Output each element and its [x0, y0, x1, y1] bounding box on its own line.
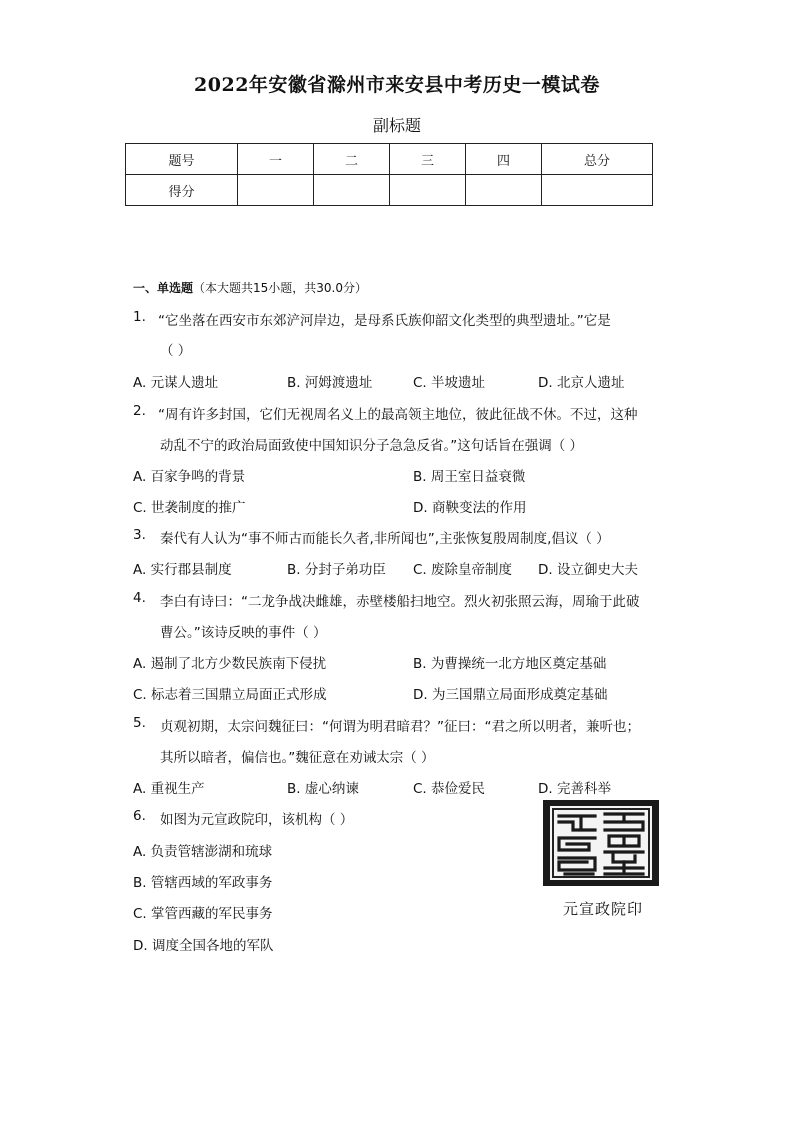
option-c: C. 恭俭爱民	[413, 781, 486, 797]
seal-caption: 元宣政院印	[562, 900, 643, 918]
option-a: A. 元谋人遗址	[133, 375, 219, 391]
question-text: “周有许多封国，它们无视周名义上的最高领主地位，彼此征战不休。不过，这种	[158, 407, 638, 423]
option-b: B. 分封子弟功臣	[287, 562, 386, 578]
option-c: C. 废除皇帝制度	[413, 562, 513, 578]
option-a: A. 实行郡县制度	[133, 562, 232, 578]
seal-image	[543, 800, 659, 886]
question-number: 5.	[133, 715, 146, 731]
question-number: 3.	[133, 527, 146, 543]
question-text: 李白有诗曰：“二龙争战决雌雄，赤壁楼船扫地空。烈火初张照云海，周瑜于此破	[160, 594, 640, 610]
question-text: （ ）	[160, 343, 192, 359]
option-c: C. 掌管西藏的军民事务	[133, 906, 273, 922]
score-cell	[238, 175, 314, 206]
option-b: B. 为曹操统一北方地区奠定基础	[413, 656, 607, 672]
option-d: D. 完善科举	[538, 781, 611, 797]
score-cell	[390, 175, 466, 206]
score-header-cell: 四	[466, 144, 542, 175]
score-header-cell: 题号	[126, 144, 238, 175]
option-b: B. 河姆渡遗址	[287, 375, 373, 391]
score-table-header-row	[126, 144, 653, 175]
section-detail: （本大题共15小题，共30.0分）	[193, 281, 368, 295]
option-d: D. 商鞅变法的作用	[413, 500, 527, 516]
option-a: A. 重视生产	[133, 781, 205, 797]
score-table	[125, 143, 653, 206]
seal-graphic	[543, 800, 659, 886]
option-d: D. 设立御史大夫	[538, 562, 638, 578]
option-b: B. 管辖西域的军政事务	[133, 875, 273, 891]
question-number: 2.	[133, 403, 146, 419]
option-b: B. 周王室日益衰微	[413, 469, 526, 485]
option-a: A. 负责管辖澎湖和琉球	[133, 844, 273, 860]
question-number: 1.	[133, 309, 146, 325]
question-text: 其所以暗者，偏信也。”魏征意在劝诫太宗（ ）	[160, 750, 435, 766]
score-table-score-row	[126, 175, 653, 206]
score-cell	[314, 175, 390, 206]
option-d: D. 调度全国各地的军队	[133, 938, 274, 954]
score-cell	[466, 175, 542, 206]
question-text: 如图为元宣政院印，该机构（ ）	[160, 812, 354, 828]
option-a: A. 百家争鸣的背景	[133, 469, 246, 485]
exam-subtitle: 副标题	[372, 116, 421, 135]
score-header-cell: 总分	[542, 144, 653, 175]
option-d: D. 北京人遗址	[538, 375, 625, 391]
score-header-cell: 二	[314, 144, 390, 175]
option-c: C. 世袭制度的推广	[133, 500, 246, 516]
option-c: C. 标志着三国鼎立局面正式形成	[133, 687, 327, 703]
score-row-label: 得分	[126, 175, 238, 206]
option-a: A. 遏制了北方少数民族南下侵扰	[133, 656, 327, 672]
score-header-cell: 一	[238, 144, 314, 175]
question-number: 6.	[133, 808, 146, 824]
question-text: 动乱不宁的政治局面致使中国知识分子急急反省。”这句话旨在强调（ ）	[160, 438, 584, 454]
option-d: D. 为三国鼎立局面形成奠定基础	[413, 687, 608, 703]
question-text: 曹公。”该诗反映的事件（ ）	[160, 625, 327, 641]
question-number: 4.	[133, 590, 146, 606]
section-heading	[133, 279, 367, 296]
question-text: 贞观初期，太宗问魏征曰：“何谓为明君暗君？”征曰：“君之所以明者，兼听也；	[160, 719, 640, 735]
score-cell	[542, 175, 653, 206]
exam-title: 2022年安徽省滁州市来安县中考历史一模试卷	[194, 74, 600, 96]
question-text: 秦代有人认为“事不师古而能长久者,非所闻也”,主张恢复殷周制度,倡议（ ）	[160, 531, 610, 547]
option-b: B. 虚心纳谏	[287, 781, 359, 797]
option-c: C. 半坡遗址	[413, 375, 486, 391]
question-text: “它坐落在西安市东郊浐河岸边，是母系氏族仰韶文化类型的典型遗址。”它是	[158, 313, 611, 329]
score-header-cell: 三	[390, 144, 466, 175]
section-prefix: 一、单选题	[133, 281, 194, 295]
